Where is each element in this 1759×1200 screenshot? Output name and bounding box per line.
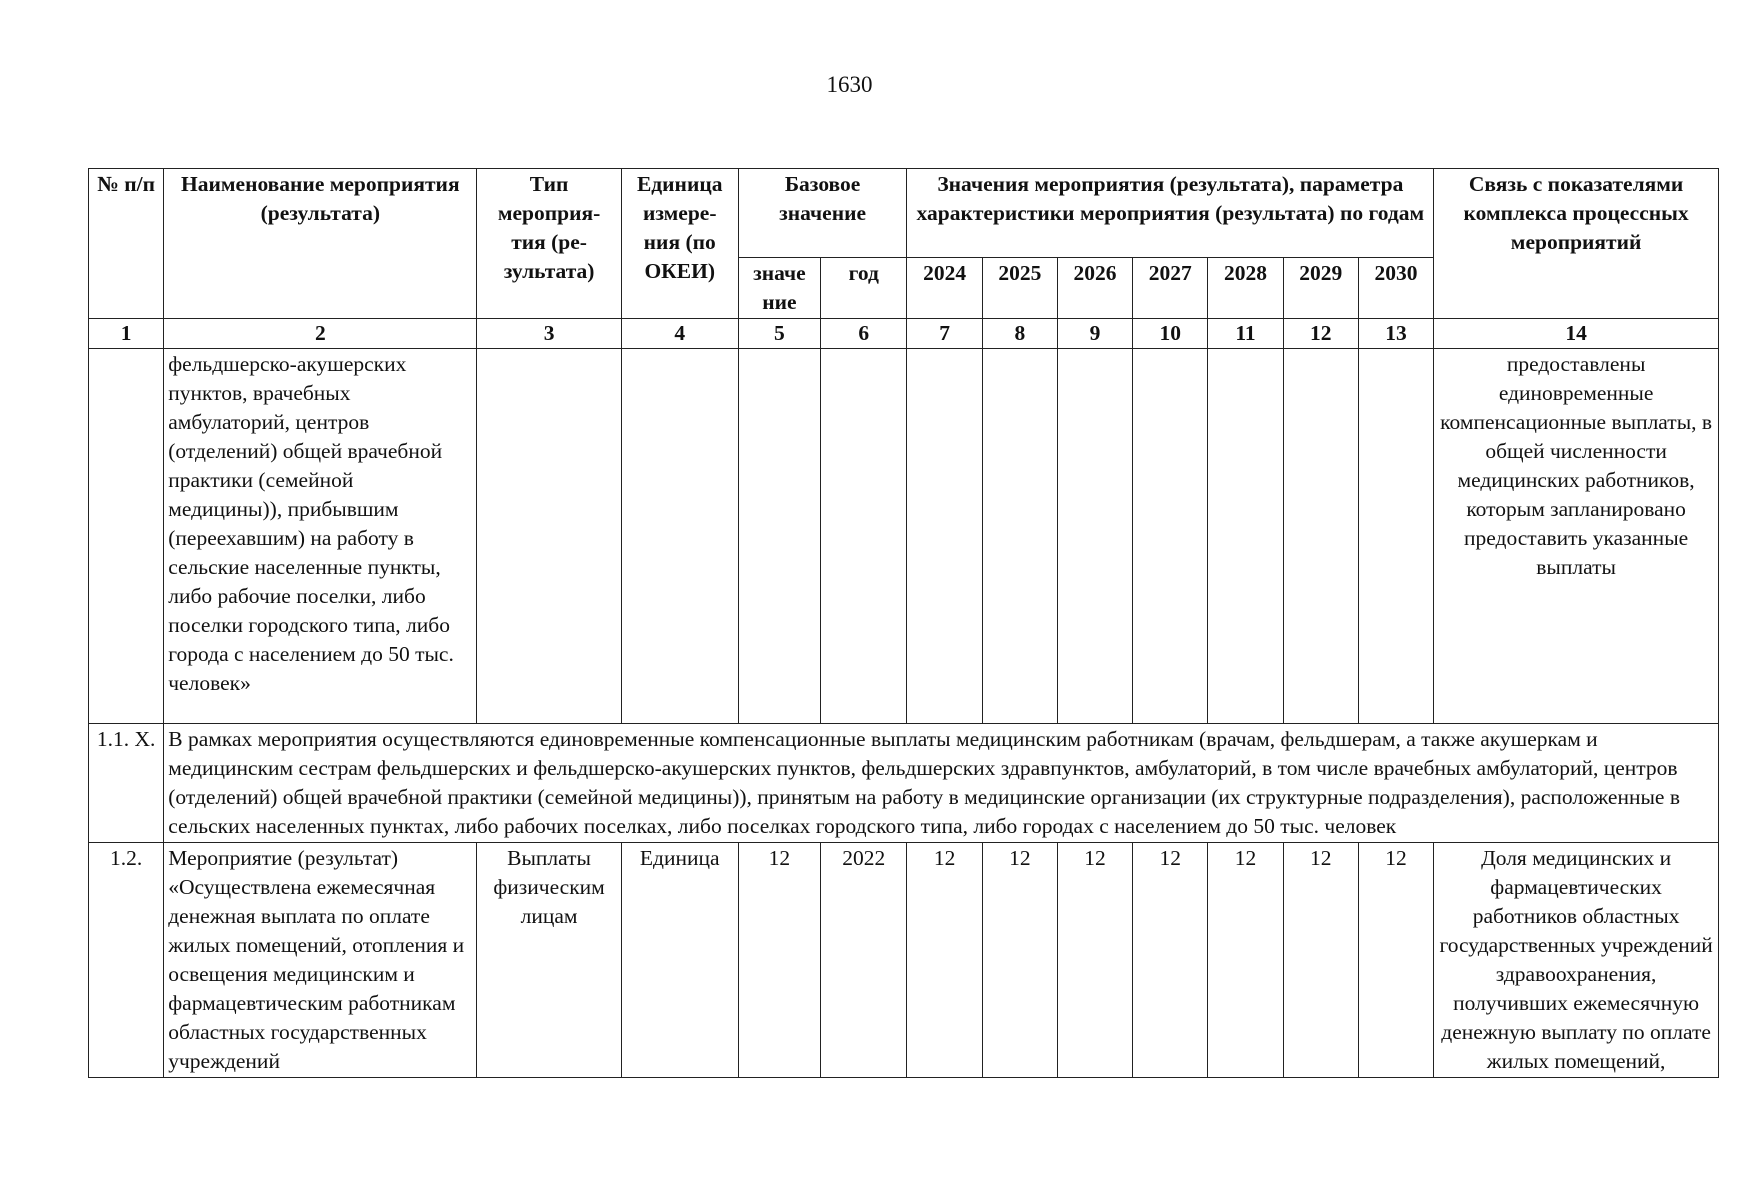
header-base-year-sub: год xyxy=(821,258,907,319)
header-unit: Единица измере-ния (по ОКЕИ) xyxy=(621,169,738,319)
value-2027: 12 xyxy=(1133,843,1208,1078)
column-number: 2 xyxy=(164,319,477,349)
header-type: Тип мероприя-тия (ре-зультата) xyxy=(477,169,621,319)
column-number: 10 xyxy=(1133,319,1208,349)
measure-type xyxy=(477,349,621,724)
header-row-1 xyxy=(89,169,1719,258)
measure-description: В рамках мероприятия осуществляются единовременные компенсационные выплаты медицинским работникам (врачам, фельдшерам, а также акушеркам и медицинским сестрам фельдшерских и фельдшерско-акушерских пунктов, фельдшерских здравпунктов, амбулаторий, в том числе врачебных амбулаторий, центров (отделений) общей врачебной практики (семейной медицины)), принятым на работу в медицинские организации (их структурные подразделения), расположенные в сельских населенных пунктах, либо рабочих поселках, либо поселках городского типа, либо городах с населением до 50 тыс. человек xyxy=(164,724,1719,843)
indicator-link: Доля медицинских и фармацевтических работников областных государственных учреждений здравоохранения, получивших ежемесячную денежную выплату по оплате жилых помещений, xyxy=(1434,843,1719,1078)
header-year-2028: 2028 xyxy=(1208,258,1283,319)
column-number: 4 xyxy=(621,319,738,349)
base-value xyxy=(738,349,820,724)
column-number: 6 xyxy=(821,319,907,349)
row-number: 1.1. Х. xyxy=(89,724,164,843)
header-year-2026: 2026 xyxy=(1057,258,1132,319)
column-number: 14 xyxy=(1434,319,1719,349)
base-year xyxy=(821,349,907,724)
value-2030 xyxy=(1358,349,1433,724)
header-num: № п/п xyxy=(89,169,164,319)
indicator-link: предоставлены единовременные компенсационные выплаты, в общей численности медицинских работников, которым запланировано предоставить указанные выплаты xyxy=(1434,349,1719,724)
header-year-2030: 2030 xyxy=(1358,258,1433,319)
base-year: 2022 xyxy=(821,843,907,1078)
header-year-2029: 2029 xyxy=(1283,258,1358,319)
column-number: 7 xyxy=(907,319,982,349)
row-number xyxy=(89,349,164,724)
value-2025 xyxy=(982,349,1057,724)
table-row xyxy=(89,843,1719,1078)
column-number: 13 xyxy=(1358,319,1433,349)
column-number: 5 xyxy=(738,319,820,349)
measures-table xyxy=(88,168,1719,1078)
column-number: 9 xyxy=(1057,319,1132,349)
value-2029: 12 xyxy=(1283,843,1358,1078)
column-number: 8 xyxy=(982,319,1057,349)
measure-name: Мероприятие (результат) «Осуществлена ежемесячная денежная выплата по оплате жилых помещений, отопления и освещения медицинским и фармацевтическим работникам областных государственных учреждений xyxy=(164,843,477,1078)
header-year-2027: 2027 xyxy=(1133,258,1208,319)
value-2024: 12 xyxy=(907,843,982,1078)
measure-unit: Единица xyxy=(621,843,738,1078)
value-2026 xyxy=(1057,349,1132,724)
value-2026: 12 xyxy=(1057,843,1132,1078)
table-row xyxy=(89,724,1719,843)
value-2029 xyxy=(1283,349,1358,724)
value-2030: 12 xyxy=(1358,843,1433,1078)
header-values-by-year: Значения мероприятия (результата), параметра характеристики мероприятия (результата) по годам xyxy=(907,169,1434,258)
column-number: 1 xyxy=(89,319,164,349)
header-base-value: Базовое значение xyxy=(738,169,907,258)
header-link: Связь с показателями комплекса процессных мероприятий xyxy=(1434,169,1719,319)
column-numbers-row xyxy=(89,319,1719,349)
measure-unit xyxy=(621,349,738,724)
measure-name: фельдшерско-акушерских пунктов, врачебных амбулаторий, центров (отделений) общей врачебной практики (семейной медицины)), прибывшим (переехавшим) на работу в сельские населенные пункты, либо рабочие поселки, либо поселки городского типа, либо города с населением до 50 тыс. человек» xyxy=(164,349,477,724)
page-number: 1630 xyxy=(826,72,873,97)
header-base-value-sub: значе ние xyxy=(738,258,820,319)
value-2027 xyxy=(1133,349,1208,724)
measure-type: Выплаты физическим лицам xyxy=(477,843,621,1078)
value-2024 xyxy=(907,349,982,724)
column-number: 11 xyxy=(1208,319,1283,349)
header-name: Наименование мероприятия (результата) xyxy=(164,169,477,319)
table-row xyxy=(89,349,1719,724)
value-2028: 12 xyxy=(1208,843,1283,1078)
value-2028 xyxy=(1208,349,1283,724)
column-number: 3 xyxy=(477,319,621,349)
value-2025: 12 xyxy=(982,843,1057,1078)
row-number: 1.2. xyxy=(89,843,164,1078)
base-value: 12 xyxy=(738,843,820,1078)
header-year-2024: 2024 xyxy=(907,258,982,319)
column-number: 12 xyxy=(1283,319,1358,349)
header-year-2025: 2025 xyxy=(982,258,1057,319)
